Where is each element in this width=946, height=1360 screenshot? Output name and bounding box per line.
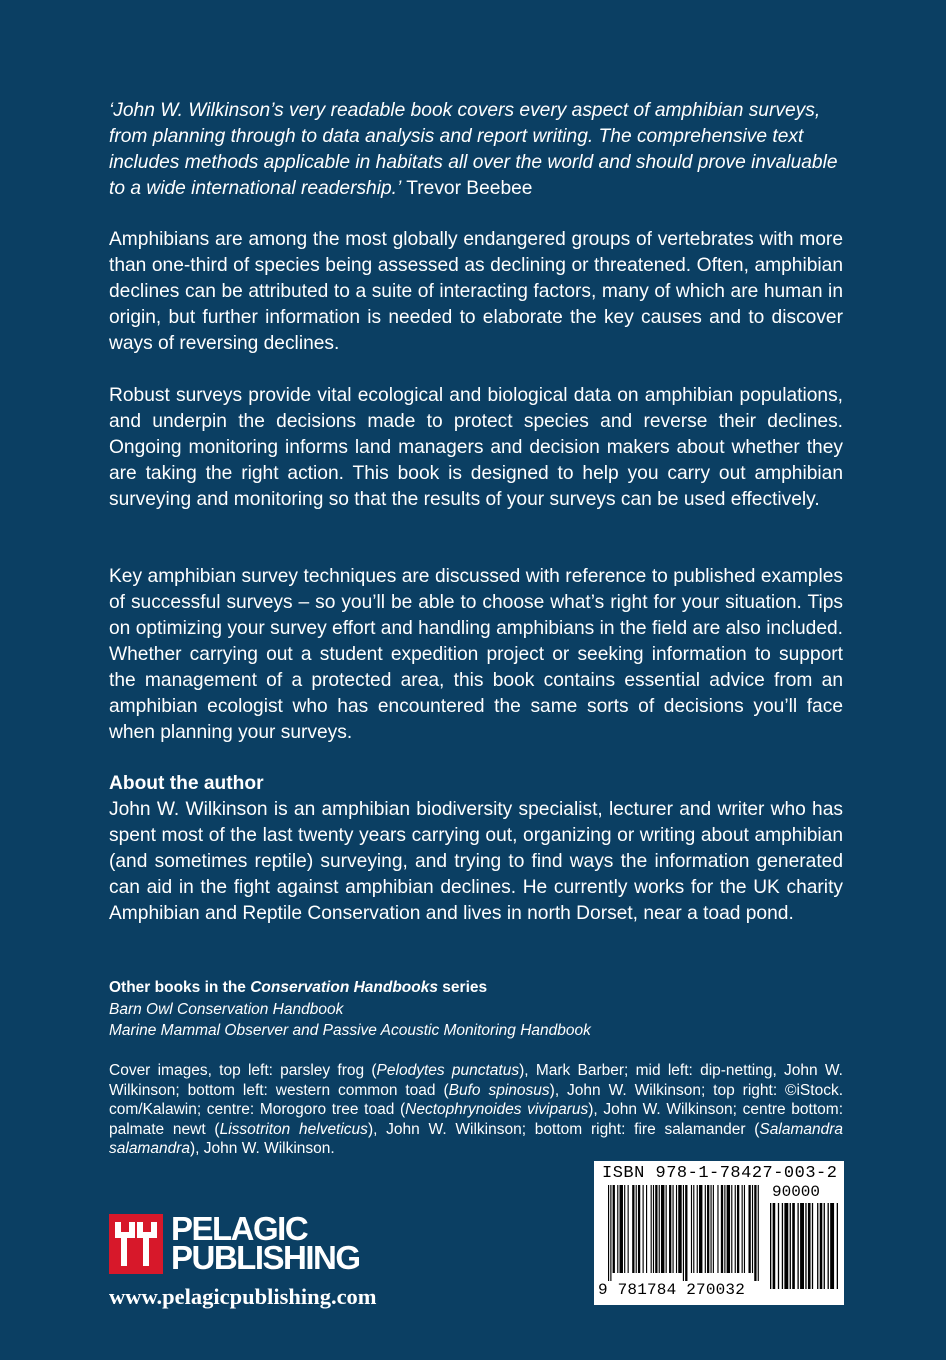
credit-text: ), John W. Wilkinson; top right: ©iStock. com/Kalawin; centre: Morogoro tree toad (: [109, 1081, 843, 1118]
species-name: Nectophrynoides viviparus: [405, 1101, 589, 1118]
series-suffix: series: [437, 979, 488, 996]
credit-text: Cover images, top left: parsley frog (: [109, 1062, 377, 1079]
isbn-label: ISBN 978-1-78427-003-2: [602, 1164, 838, 1183]
series-prefix: Other books in the: [109, 979, 251, 996]
publisher-url: www.pelagicpublishing.com: [109, 1284, 377, 1309]
species-name: Bufo spinosus: [448, 1081, 550, 1099]
publisher-name-line1: PELAGIC: [171, 1210, 308, 1247]
about-author-heading: About the author: [109, 773, 264, 794]
credit-text: ), John W. Wilkinson.: [190, 1140, 335, 1157]
series-book-2: Marine Mammal Observer and Passive Acoustic Monitoring Handbook: [109, 1022, 591, 1039]
about-author: [109, 771, 843, 927]
barcode-addon-bars-icon: [770, 1203, 838, 1289]
blurb-paragraph-3: Key amphibian survey techniques are discussed with reference to published examples of successful surveys – so you’ll be able to choose what’s right for your situation. Tips on optimizing your survey effort and handling amphibians in the field are also included. Whether carrying out a student expedition project or seeking information to support the management of a protected area, this book contains essential advice from an amphibian ecologist who has encountered the same sorts of decisions you’ll face when planning your surveys.: [109, 566, 843, 743]
credit-text: ), John W. Wilkinson; bottom right: fire salamander (: [367, 1120, 760, 1138]
species-name: Lissotriton helveticus: [219, 1120, 368, 1138]
endorsement-quote: [109, 98, 843, 202]
quote-text: ‘John W. Wilkinson’s very readable book covers every aspect of amphibian surveys, from planning through to data analysis and report writing. The comprehensive text includes methods applicable in habitats all over the world and should prove invaluable to a wide international readership.’: [109, 100, 838, 199]
blurb-paragraph-2: Robust surveys provide vital ecological and biological data on amphibian populations, and underpin the decisions made to protect species and reverse their declines. Ongoing monitoring informs land managers and decision makers about whether they are taking the right action. This book is designed to help you carry out amphibian surveying and monitoring so that the results of your surveys can be used effectively.: [109, 385, 843, 510]
species-name: Salamandra salamandra: [109, 1120, 843, 1157]
species-name: Pelodytes punctatus: [376, 1062, 520, 1079]
series-heading: [109, 977, 843, 999]
series-book-1: Barn Owl Conservation Handbook: [109, 1000, 344, 1018]
credit-text: ), John W. Wilkinson; centre bottom: palmate newt (: [109, 1101, 843, 1138]
pelagic-logo-icon: [109, 1214, 163, 1274]
isbn-barcode: [594, 1161, 844, 1305]
price-code: 90000: [772, 1183, 821, 1201]
credit-text: ), Mark Barber; mid left: dip-netting, John W. Wilkinson; bottom left: western common toad (: [109, 1062, 843, 1099]
publisher-name: [171, 1210, 360, 1276]
publisher-name-line2: PUBLISHING: [171, 1239, 360, 1276]
quote-attribution: Trevor Beebee: [406, 178, 533, 199]
cover-image-credits: [109, 1061, 843, 1159]
series-list: [109, 977, 843, 1042]
isbn-digits: 9 781784 270032: [598, 1281, 746, 1299]
blurb-paragraph-1: Amphibians are among the most globally endangered groups of vertebrates with more than one-third of species being assessed as declining or threatened. Often, amphibian declines can be attributed to a suite of interacting factors, many of which are human in origin, but further information is needed to elaborate the key causes and to discover ways of reversing declines.: [109, 229, 843, 354]
about-author-text: John W. Wilkinson is an amphibian biodiversity specialist, lecturer and writer who has spent most of the last twenty years carrying out, organizing or writing about amphibian (and sometimes reptile) surveying, and trying to find ways the information generated can aid in the fight against amphibian declines. He currently works for the UK charity Amphibian and Reptile Conservation and lives in north Dorset, near a toad pond.: [109, 799, 843, 924]
barcode-bars-icon: [608, 1185, 760, 1281]
series-name: Conservation Handbooks: [250, 979, 438, 996]
